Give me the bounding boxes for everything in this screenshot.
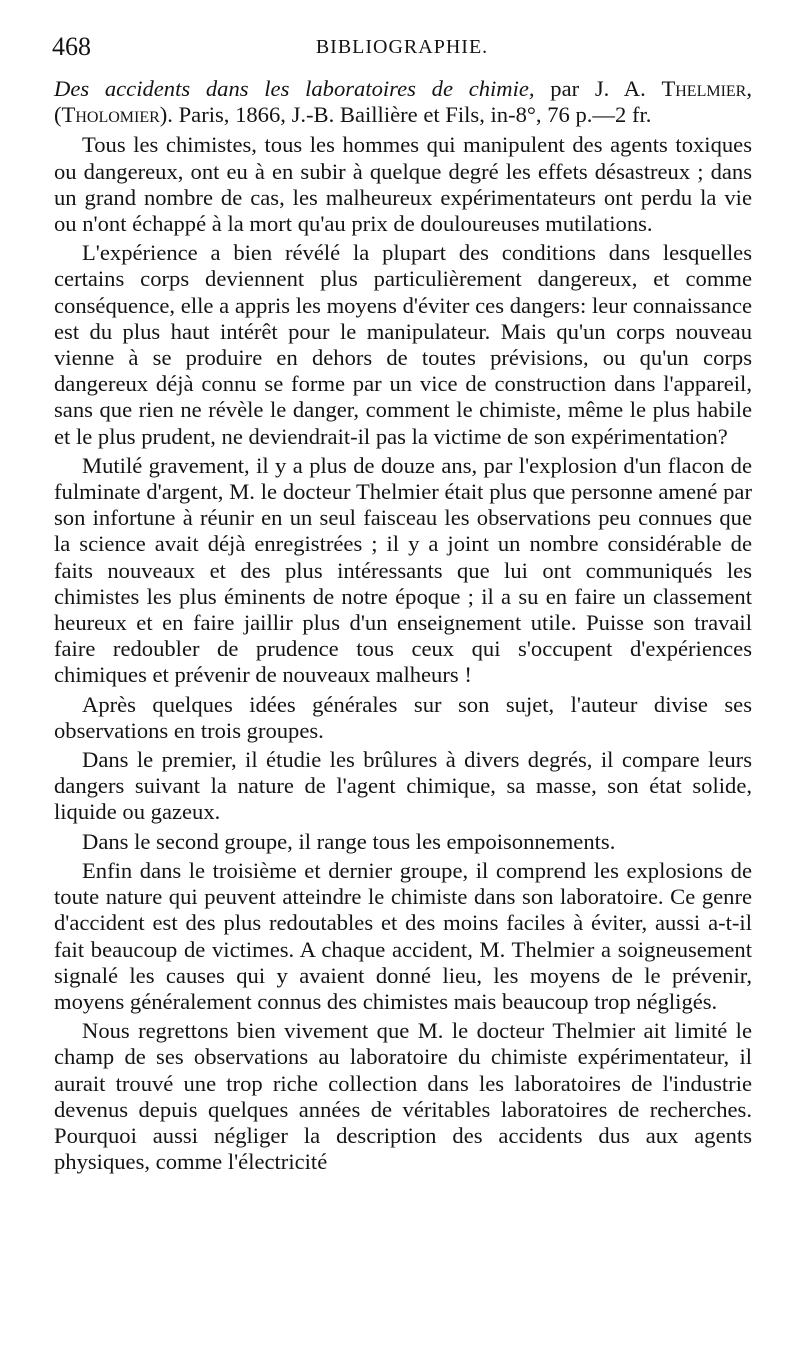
citation-author: Thelmier bbox=[661, 76, 747, 101]
paragraph: Après quelques idées générales sur son sujet, l'auteur divise ses observations en trois groupes. bbox=[54, 691, 752, 743]
citation-by: par J. A. bbox=[534, 76, 662, 101]
citation-pseudonym-open: , ( bbox=[54, 76, 753, 128]
paragraph: Nous regrettons bien vivement que M. le docteur Thelmier ait limité le champ de ses observations au laboratoire du chimiste expérimentateur, il aurait trouvé une trop riche collection dans les laboratoires de l'industrie devenus depuis quelques années de véritables laboratoires de recherches. Pourquoi aussi négliger la description des accidents dus aux agents physiques, comme l'électricité bbox=[54, 1018, 752, 1175]
bibliographic-citation bbox=[54, 76, 752, 128]
paragraph: L'expérience a bien révélé la plupart des conditions dans lesquelles certains corps deviennent plus particulièrement dangereux, et comme conséquence, elle a appris les moyens d'éviter ces dangers: leur connaissance est du plus haut intérêt pour le manipulateur. Mais qu'un corps nouveau vienne à se produire en dehors de toutes prévisions, ou qu'un corps dangereux déjà connu se forme par un vice de construction dans l'appareil, sans que rien ne révèle le danger, comment le chimiste, même le plus habile et le plus prudent, ne deviendrait-il pas la victime de son expérimentation? bbox=[54, 240, 752, 449]
citation-details: ). Paris, 1866, J.-B. Baillière et Fils, in-8°, 76 p.—2 fr. bbox=[159, 102, 652, 128]
paragraph: Dans le premier, il étudie les brûlures à divers degrés, il compare leurs dangers suivant la nature de l'agent chimique, sa masse, son état solide, liquide ou gazeux. bbox=[54, 747, 752, 825]
paragraph: Tous les chimistes, tous les hommes qui manipulent des agents toxiques ou dangereux, ont eu à en subir à quelque degré les effets désastreux ; dans un grand nombre de cas, les malheureux expérimentateurs ont perdu la vie ou n'ont échappé à la mort qu'au prix de douloureuses mutilations. bbox=[54, 132, 752, 237]
page-header bbox=[52, 30, 752, 64]
citation-pseudonym: Tholomier bbox=[61, 102, 160, 128]
paragraph: Enfin dans le troisième et dernier groupe, il comprend les explosions de toute nature qui peuvent atteindre le chimiste dans son laboratoire. Ce genre d'accident est des plus redoutables et des moins faciles à éviter, aussi a-t-il fait beaucoup de victimes. A chaque accident, M. Thelmier a soigneusement signalé les causes qui y avaient donné lieu, les moyens de le prévenir, moyens généralement connus des chimistes mais beaucoup trop négligés. bbox=[54, 857, 752, 1014]
page-body bbox=[54, 76, 752, 1178]
citation-title: Des accidents dans les laboratoires de chimie, bbox=[54, 76, 535, 101]
paragraph: Mutilé gravement, il y a plus de douze ans, par l'explosion d'un flacon de fulminate d'argent, M. le docteur Thelmier était plus que personne amené par son infortune à réunir en un seul faisceau les observations peu connues que la science avait déjà enregistrées ; il y a joint un nombre considérable de faits nouveaux et des plus intéressants que lui ont communiqués les chimistes les plus éminents de notre époque ; il a su en faire un classement heureux et en faire jaillir plus d'un enseignement utile. Puisse son travail faire redoubler de prudence tous ceux qui s'occupent d'expériences chimiques et prévenir de nouveaux malheurs ! bbox=[54, 452, 752, 688]
paragraph: Dans le second groupe, il range tous les empoisonnements. bbox=[82, 828, 616, 854]
running-title: BIBLIOGRAPHIE. bbox=[315, 36, 489, 58]
page-number: 468 bbox=[52, 32, 91, 61]
